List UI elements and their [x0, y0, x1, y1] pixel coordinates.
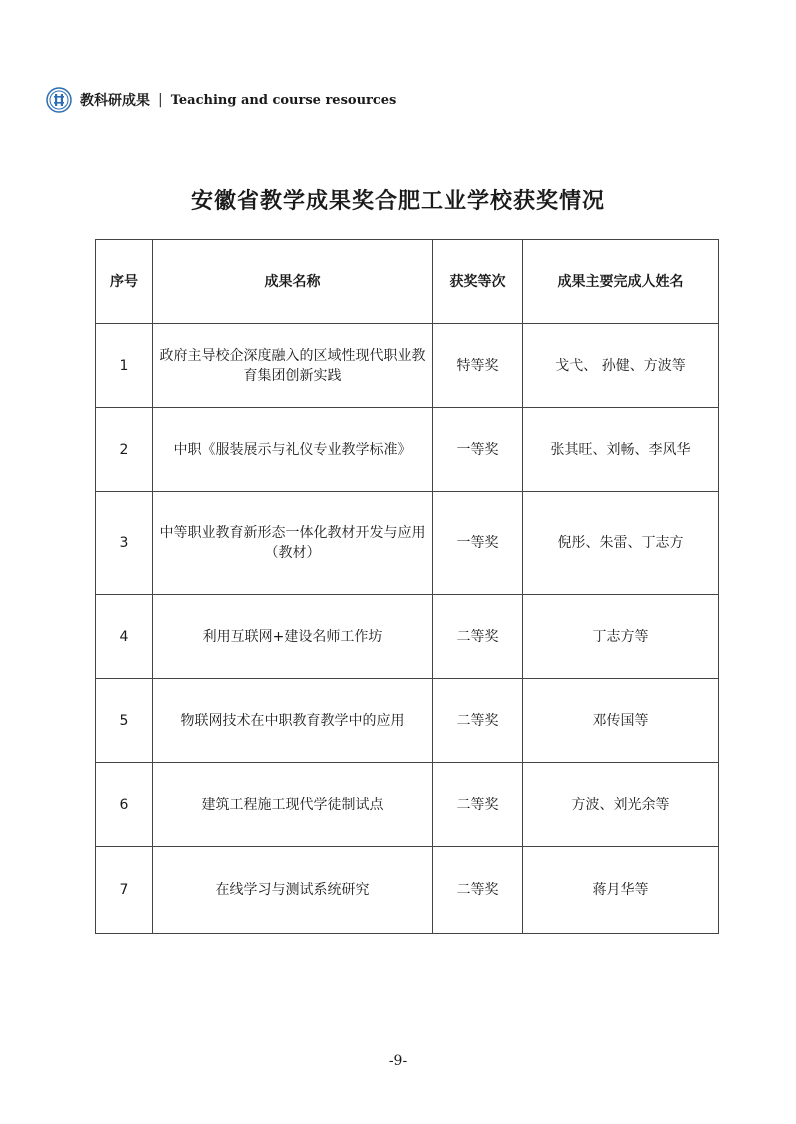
cell-people: 倪彤、朱雷、丁志方 [523, 492, 719, 595]
cell-number: 5 [96, 679, 153, 763]
cell-people: 丁志方等 [523, 595, 719, 679]
cell-people: 张其旺、刘畅、李风华 [523, 408, 719, 492]
header-section-cn: 教科研成果 [80, 93, 150, 109]
cell-award-name: 在线学习与测试系统研究 [153, 847, 433, 934]
cell-people: 戈弋、 孙健、方波等 [523, 324, 719, 408]
table-row [96, 679, 719, 763]
cell-award-name: 中等职业教育新形态一体化教材开发与应用（教材） [153, 492, 433, 595]
table-row [96, 847, 719, 934]
cell-award-level: 二等奖 [433, 679, 523, 763]
cell-award-name: 利用互联网+建设名师工作坊 [153, 595, 433, 679]
table-row [96, 408, 719, 492]
header-section-en: Teaching and course resources [170, 92, 397, 108]
cell-award-name: 政府主导校企深度融入的区域性现代职业教育集团创新实践 [153, 324, 433, 408]
cell-award-level: 二等奖 [433, 595, 523, 679]
cell-people: 方波、刘光余等 [523, 763, 719, 847]
column-header-level: 获奖等次 [433, 240, 523, 324]
table-row [96, 595, 719, 679]
cell-award-level: 一等奖 [433, 408, 523, 492]
cell-award-name: 中职《服装展示与礼仪专业教学标准》 [153, 408, 433, 492]
table-row [96, 324, 719, 408]
cell-number: 2 [96, 408, 153, 492]
page-header [46, 86, 396, 114]
column-header-name: 成果名称 [153, 240, 433, 324]
page-number: -9- [388, 1053, 408, 1069]
awards-table [95, 239, 719, 934]
cell-number: 1 [96, 324, 153, 408]
header-separator: | [158, 92, 163, 108]
cell-number: 3 [96, 492, 153, 595]
cell-award-name: 物联网技术在中职教育教学中的应用 [153, 679, 433, 763]
cell-award-name: 建筑工程施工现代学徒制试点 [153, 763, 433, 847]
cell-number: 6 [96, 763, 153, 847]
table-body [96, 324, 719, 934]
table-header-row [96, 240, 719, 324]
page-title: 安徽省教学成果奖合肥工业学校获奖情况 [190, 189, 605, 214]
table-row [96, 492, 719, 595]
cell-award-level: 二等奖 [433, 847, 523, 934]
cell-award-level: 特等奖 [433, 324, 523, 408]
cell-award-level: 二等奖 [433, 763, 523, 847]
cell-award-level: 一等奖 [433, 492, 523, 595]
table-row [96, 763, 719, 847]
school-emblem-icon [46, 87, 72, 113]
cell-number: 4 [96, 595, 153, 679]
cell-number: 7 [96, 847, 153, 934]
column-header-number: 序号 [96, 240, 153, 324]
column-header-people: 成果主要完成人姓名 [523, 240, 719, 324]
cell-people: 邓传国等 [523, 679, 719, 763]
cell-people: 蒋月华等 [523, 847, 719, 934]
